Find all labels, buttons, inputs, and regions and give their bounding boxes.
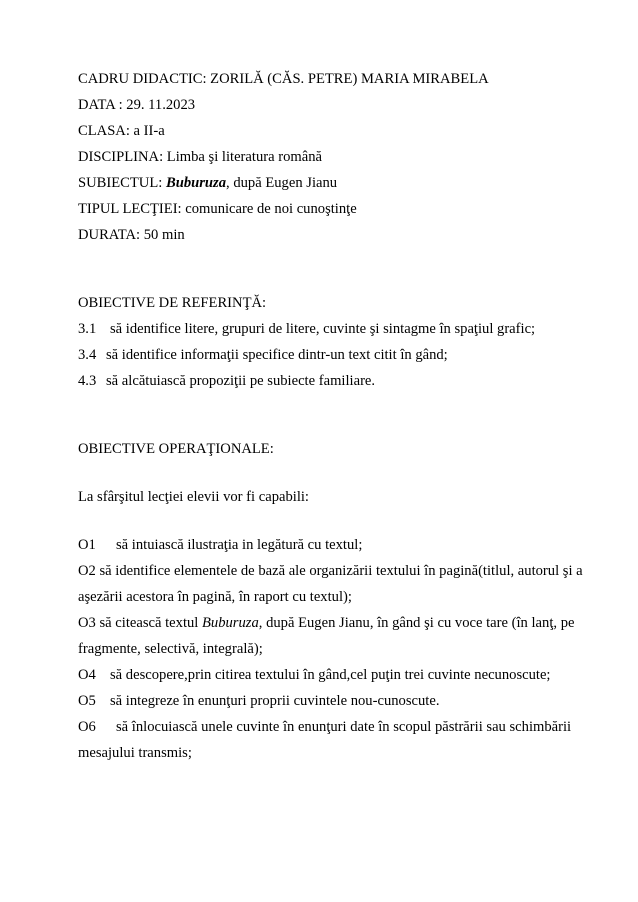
o3-suffix: , după Eugen Jianu, în gând şi cu voce tare (în lanţ, pe xyxy=(258,615,575,631)
class-line: CLASA: a II-a xyxy=(78,123,165,139)
o3-title: Buburuza xyxy=(202,615,259,631)
objective-text: să alcătuiască propoziţii pe subiecte familiare. xyxy=(106,373,376,389)
operational-objective-o6-line1 xyxy=(78,718,571,736)
objective-text: să identifice litere, grupuri de litere, cuvinte şi sintagme în spaţiul grafic; xyxy=(110,321,536,337)
operational-intro: La sfârşitul lecţiei elevii vor fi capabili: xyxy=(78,489,309,505)
lesson-type-line: TIPUL LECŢIEI: comunicare de noi cunoştinţe xyxy=(78,201,357,217)
operational-objective-o2-line1: O2 să identifice elementele de bază ale organizării textului în pagină(titlul, autorul şi a xyxy=(78,563,583,579)
objective-number: O5 xyxy=(78,693,96,709)
objective-text: să identifice informaţii specifice dintr-un text citit în gând; xyxy=(106,347,448,363)
operational-objectives-heading: OBIECTIVE OPERAŢIONALE: xyxy=(78,441,274,457)
objective-number: O6 xyxy=(78,719,96,735)
reference-objective-3-4 xyxy=(78,346,448,364)
duration-line: DURATA: 50 min xyxy=(78,227,185,243)
objective-number: 3.4 xyxy=(78,347,97,363)
reference-objective-3-1 xyxy=(78,320,535,338)
objective-number: O1 xyxy=(78,537,96,553)
objective-number: O4 xyxy=(78,667,96,683)
subject-title: Buburuza xyxy=(165,175,227,191)
teacher-line: CADRU DIDACTIC: ZORILĂ (CĂS. PETRE) MARIA MIRABELA xyxy=(78,71,489,87)
reference-objective-4-3 xyxy=(78,372,375,390)
operational-objective-o1 xyxy=(78,536,362,554)
subject-line xyxy=(78,174,337,192)
objective-number: 3.1 xyxy=(78,321,97,337)
objective-text: să intuiască ilustraţia in legătură cu textul; xyxy=(116,537,363,553)
subject-suffix: , după Eugen Jianu xyxy=(226,175,338,191)
o3-prefix: O3 să citească textul xyxy=(78,615,202,631)
discipline-line: DISCIPLINA: Limba şi literatura română xyxy=(78,149,322,165)
objective-text: să integreze în enunţuri proprii cuvintele nou-cunoscute. xyxy=(110,693,440,709)
reference-objectives-heading: OBIECTIVE DE REFERINŢĂ: xyxy=(78,295,267,311)
operational-objective-o4 xyxy=(78,666,551,684)
objective-number: 4.3 xyxy=(78,373,97,389)
operational-objective-o6-line2: mesajului transmis; xyxy=(78,745,192,761)
subject-prefix: SUBIECTUL: xyxy=(78,175,166,191)
operational-objective-o3-line1 xyxy=(78,614,574,632)
operational-objective-o2-line2: aşezării acestora în pagină, în raport cu textul); xyxy=(78,589,352,605)
objective-text: să descopere,prin citirea textului în gând,cel puţin trei cuvinte necunoscute; xyxy=(110,667,551,683)
operational-objective-o5 xyxy=(78,692,439,710)
objective-text: să înlocuiască unele cuvinte în enunţuri date în scopul păstrării sau schimbării xyxy=(116,719,572,735)
operational-objective-o3-line2: fragmente, selectivă, integrală); xyxy=(78,641,263,657)
date-line: DATA : 29. 11.2023 xyxy=(78,97,196,113)
